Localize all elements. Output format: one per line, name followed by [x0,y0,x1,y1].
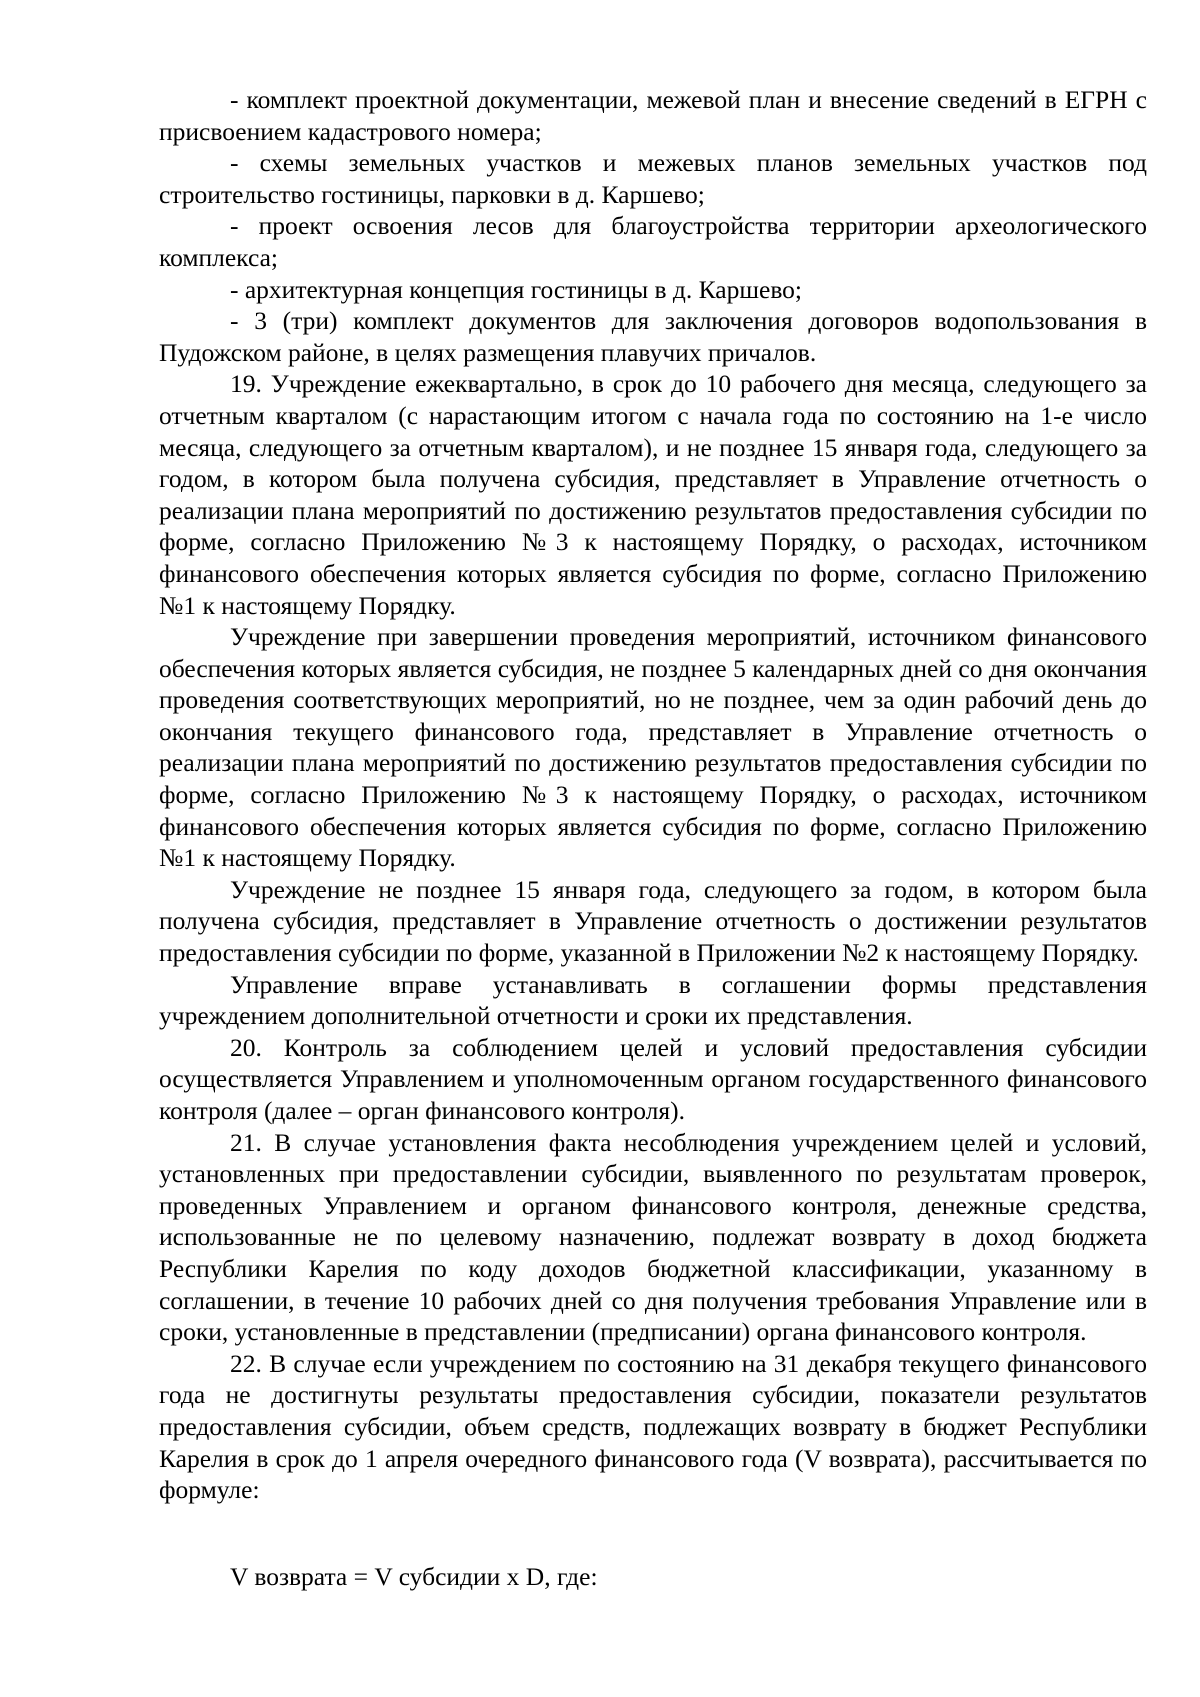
paragraph-19-additional-reporting: Управление вправе устанавливать в соглашении формы представления учреждением дополнительной отчетности и сроки их представления. [159,969,1147,1031]
list-item-water-docs: - 3 (три) комплект документов для заключения договоров водопользования в Пудожском районе, в целях размещения плавучих причалов. [159,306,1147,367]
list-item-project-docs: - комплект проектной документации, межевой план и внесение сведений в ЕГРН с присвоением кадастрового номера; [159,85,1147,146]
paragraph-19-completion-report: Учреждение при завершении проведения мероприятий, источником финансового обеспечения которых является субсидия, не позднее 5 календарных дней со дня окончания проведения соответствующих мероприятий, но не позднее, чем за один рабочий день до окончания текущего финансового года, представляет в Управление отчетность о реализации плана мероприятий по достижению результатов предоставления субсидии по форме, согласно Приложению №3 к настоящему Порядку, о расходах, источником финансового обеспечения которых является субсидия по форме, согласно Приложению №1 к настоящему Порядку. [159,622,1147,873]
paragraph-20: 20. Контроль за соблюдением целей и условий предоставления субсидии осуществляется Управлением и уполномоченным органом государственного финансового контроля (далее – орган финансового контроля). [159,1032,1147,1125]
paragraph-19-annual-report: Учреждение не позднее 15 января года, следующего за годом, в котором была получена субсидия, представляет в Управление отчетность о достижении результатов предоставления субсидии по форме, указанной в Приложении №2 к настоящему Порядку. [159,874,1147,968]
paragraph-21: 21. В случае установления факта несоблюдения учреждением целей и условий, установленных при предоставлении субсидии, выявленного по результатам проверок, проведенных Управлением и органом финансового контроля, денежные средства, использованные не по целевому назначению, подлежат возврату в доход бюджета Республики Карелия по коду доходов бюджетной классификации, указанному в соглашении, в течение 10 рабочих дней со дня получения требования Управление или в сроки, установленные в представлении (предписании) органа финансового контроля. [159,1127,1147,1347]
paragraph-19: 19. Учреждение ежеквартально, в срок до 10 рабочего дня месяца, следующего за отчетным кварталом (с нарастающим итогом с начала года по состоянию на 1-е число месяца, следующего за отчетным кварталом), и не позднее 15 января года, следующего за годом, в котором была получена субсидия, представляет в Управление отчетность о реализации плана мероприятий по достижению результатов предоставления субсидии по форме, согласно Приложению №3 к настоящему Порядку, о расходах, источником финансового обеспечения которых является субсидия по форме, согласно Приложению №1 к настоящему Порядку. [159,369,1147,620]
return-formula: V возврата = V субсидии x D, где: [230,1561,598,1591]
list-item-land-schemes: - схемы земельных участков и межевых планов земельных участков под строительство гостиницы, парковки в д. Каршево; [159,148,1147,209]
document-page [159,84,1147,1592]
list-item-forest-project: - проект освоения лесов для благоустройства территории археологического комплекса; [159,211,1147,272]
paragraph-22: 22. В случае если учреждением по состоянию на 31 декабря текущего финансового года не достигнуты результаты предоставления субсидии, показатели результатов предоставления субсидии, объем средств, подлежащих возврату в бюджет Республики Карелия в срок до 1 апреля очередного финансового года (V возврата), рассчитывается по формуле: [159,1348,1147,1505]
list-item-hotel-concept: - архитектурная концепция гостиницы в д. Каршево; [230,274,803,304]
